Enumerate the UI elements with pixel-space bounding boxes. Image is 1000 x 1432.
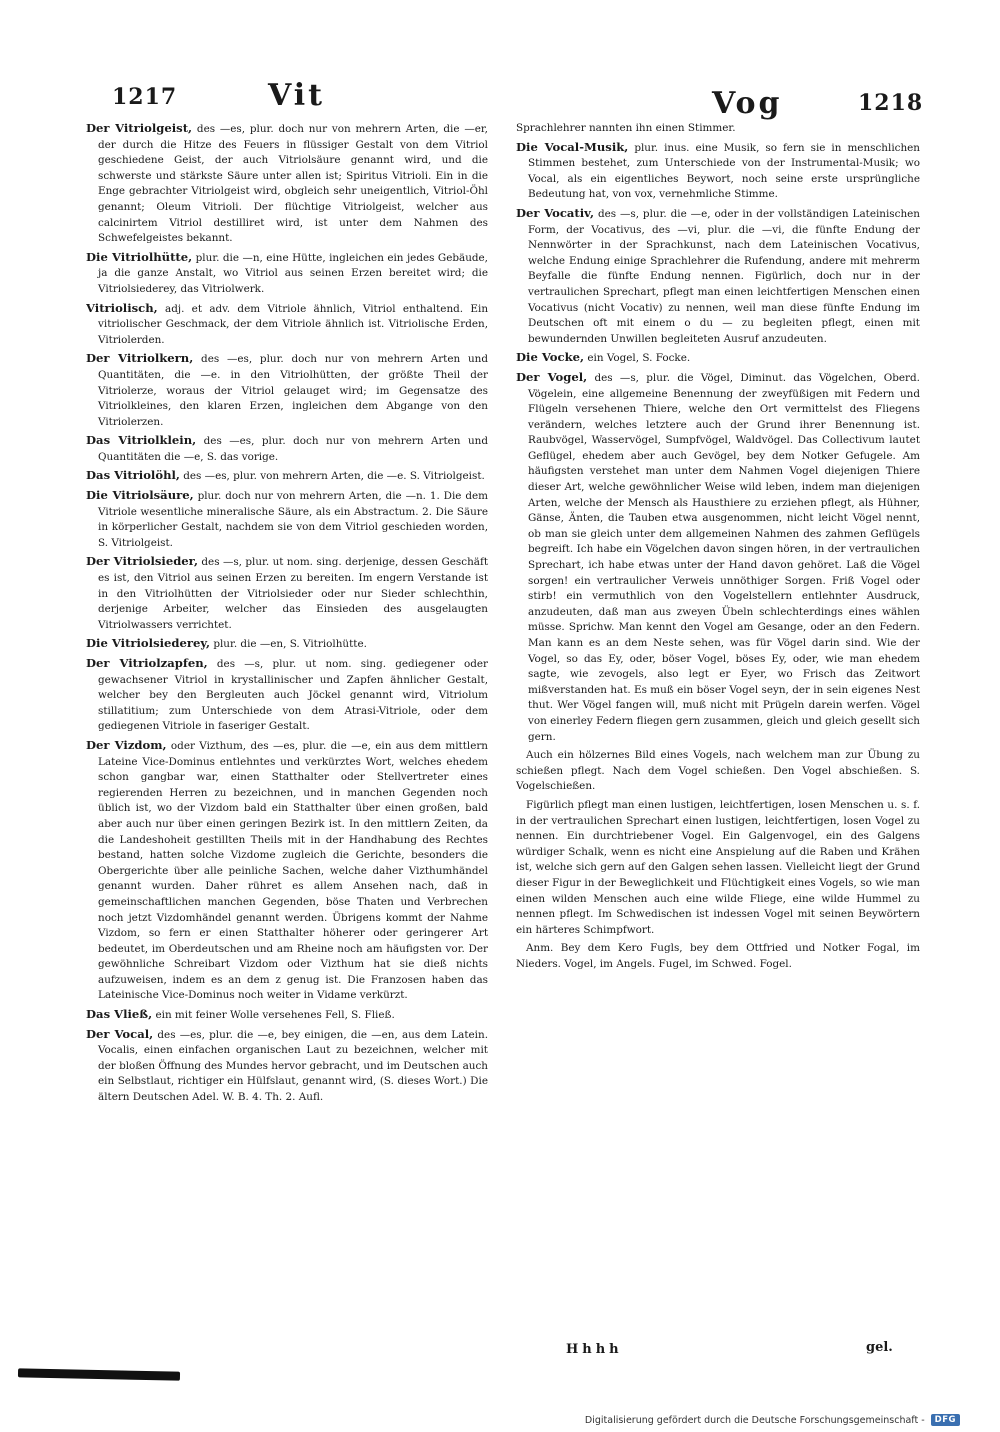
dictionary-entry: [516, 140, 920, 203]
entry-body: des —es, plur. die —e, bey einigen, die —en, aus dem Latein. Vocalis, einen einfachen organischen Laut zu bezeichnen, welcher mit der bloßen Öffnung des Mundes hervor gebracht, und im Deutschen auch ein Selbstlaut, richtiger ein Hülfslaut, genannt wird, (S. dieses Wort.) Die ältern Deutschen Adel. W. B. 4. Th. 2. Aufl.: [98, 1028, 488, 1104]
dictionary-entry: [86, 488, 488, 551]
entry-headword: Das Vitriolöhl,: [86, 468, 180, 483]
entry-body: oder Vizthum, des —es, plur. die —e, ein aus dem mittlern Lateine Vice-Dominus entlehntes und verkürztes Wort, welches ehedem schon gangbar war, einen Statthalter oder Stellvertreter eines regierenden Herren zu bezeichnen, und in manchen Gegenden noch üblich ist, wo der Vizdom bald ein Statthalter über einen großen, bald aber auch nur über einen geringen Bezirk ist. In den mittlern Zeiten, da die Landeshoheit gestillten Theils mit in der Handhabung des Rechtes bestand, hatten solche Vizdome zugleich die Gerichte, besonders die Obergerichte über alle peinliche Sachen, welche daher Vizthumhändel genannt wurden. Daher rühret es allem Ansehen nach, daß in gemeinschaftlichen manchen Gegenden, böse Thaten und Verbrechen noch jetzt Vizdomhändel genannt werden. Übrigens kommt der Nahme Vizdom, so fern er einen Statthalter höherer oder geringerer Art bedeutet, im Oberdeutschen und am Rheine noch am häufigsten vor. Der gewöhnliche Schreibart Vizdom oder Vizthum hat sie dieß nichts aufzuweisen, indem es an dem z genug ist. Die Franzosen haben das Lateinische Vice-Dominus noch weiter in Vidame verkürzt.: [98, 739, 488, 1002]
entry-body: des —s, plur. ut nom. sing. derjenige, dessen Geschäft es ist, den Vitriol aus seinen Erzen zu bereiten. Im engern Verstande ist in den Vitriolhütten der Vitriolsieder oder nur Sieder schlechthin, derjenige Arbeiter, welcher das Einsieden des ausgelaugten Vitriolwassers verrichtet.: [98, 556, 488, 631]
entry-body: plur. inus. eine Musik, so fern sie in menschlichen Stimmen bestehet, zum Unterschiede von der Instrumental-Musik; wo Vocal, als ein eigentliches Beywort, noch seine erste ursprüngliche Bedeutung hat, von vox, vernehmliche Stimme.: [528, 141, 920, 201]
entry-headword: Der Vocal,: [86, 1026, 154, 1041]
entry-body: ein mit feiner Wolle versehenes Fell, S. Fließ.: [155, 1009, 395, 1022]
dfg-logo-icon: DFG: [931, 1414, 960, 1426]
entry-body: des —es, plur. von mehrern Arten, die —e. S. Vitriolgeist.: [183, 470, 485, 483]
entry-headword: Das Vließ,: [86, 1007, 153, 1022]
entry-body: plur. doch nur von mehrern Arten, die —n. 1. Die dem Vitriole wesentliche mineralische Säure, als ein Abstractum. 2. Die Säure in körperlicher Gestalt, nachdem sie von dem Vitriol geschieden worden, S. Vitriolgeist.: [98, 490, 488, 549]
dictionary-entry: [86, 351, 488, 430]
entry-headword: Der Vitriolgeist,: [86, 121, 193, 135]
entry-body: des —s, plur. die —e, oder in der vollständigen Lateinischen Form, der Vocativus, des —vi, plur. die —vi, die fünfte Endung der Nennwörter in der Sprachkunst, nach dem Lateinischen Vocativus, welche Endung einige Sprachlehrer die Rufendung, andere mit mehrerm Beyfalle die fünfte Endung nennen. Figürlich, doch nur in der vertraulichen Sprechart, pflegt man einen leichtfertigen Menschen einen Vocativus (nicht Vocativ) zu nennen, weil man diese fünfte Endung im Deutschen oft mit einem o du — zu begleiten pflegt, einen mit bewundernden Unwillen begleiteten Ausruf anzudeuten.: [528, 207, 920, 345]
dictionary-entry: [516, 121, 920, 137]
entry-headword: Der Vizdom,: [86, 737, 167, 752]
entry-body: des —s, plur. die Vögel, Diminut. das Vögelchen, Oberd. Vögelein, eine allgemeine Benennung der zweyfüßigen mit Federn und Flügeln versehenen Thiere, welche den Ort vermittelst des Fliegens verändern, welches letztere auch der Grund ihrer Benennung ist. Raubvögel, Wasservögel, Sumpfvögel, Waldvögel. Das Collectivum lautet Geflügel, ehedem aber auch Gevögel, bey dem Notker Gefugele. Am häufigsten verstehet man unter dem Nahmen Vogel diejenigen Thiere dieser Art, welche gewöhnlicher Weise wild leben, indem man diejenigen Arten, welche der Mensch als Hausthiere zu erziehen pflegt, als Hühner, Gänse, Änten, die Tauben etwa ausgenommen, nicht leicht Vögel nennt, ob man sie gleich unter dem allgemeinen Nahmen des zahmen Geflügels begreift. Ich habe ein Vögelchen davon singen hören, in der vertraulichen Sprechart, ich habe etwas unter der Hand davon gehöret. Laß die Vögel sorgen! ein vertraulicher Verweis unnöthiger Sorgen. Friß Vogel oder stirb! ein vermuthlich von den Vogelstellern entlehnter Ausdruck, anzudeuten, daß man aus zweyen Übeln schlechterdings eines wählen müsse. Sprichw. Man kennt den Vogel am Gesange, oder an den Federn. Man kann es an dem Neste sehen, was für Vögel darin sind. Wie der Vogel, so das Ey, oder, böser Vogel, böses Ey, oder, wie man ehedem sagte, wie zevogels, also legt er Eyer, wo Frisch das Zeitwort mißverstanden hat. Es muß ein böser Vogel seyn, der in sein eigenes Nest thut. Wer Vögel fangen will, muß nicht mit Prügeln darein werfen. Vögel von einerley Federn fliegen gern zusammen, gleich und gleich gesellt sich gern.: [528, 371, 920, 743]
dictionary-entry: [516, 350, 920, 367]
left-column: [86, 121, 488, 1349]
footer-text: Digitalisierung gefördert durch die Deutsche Forschungsgemeinschaft -: [584, 1414, 925, 1426]
entry-body: Sprachlehrer nannten ihn einen Stimmer.: [516, 122, 736, 134]
entry-body: Auch ein hölzernes Bild eines Vogels, nach welchem man zur Übung zu schießen pflegt. Nach dem Vogel schießen. Den Vogel abschießen. S. Vogelschießen.: [516, 749, 920, 793]
dictionary-entry: [86, 554, 488, 633]
entry-headword: Das Vitriolklein,: [86, 433, 197, 448]
dictionary-entry: [86, 121, 488, 247]
entry-headword: Der Vitriolkern,: [86, 351, 194, 366]
dictionary-entry: [86, 1027, 488, 1106]
dictionary-entry: [86, 468, 488, 485]
entry-body: des —es, plur. doch nur von mehrern Arten und Quantitäten, die —e. in den Vitriolhütten, der größte Theil der Vitriolerze, woraus der Vitriol gelauget wird; im Gegensatze des Vitriolkleines, den klaren Erzen, ingleichen dem Abgange von den Vitriolerzen.: [98, 353, 488, 428]
dictionary-entry: [516, 206, 920, 347]
dictionary-entry: [516, 748, 920, 795]
entry-headword: Die Vocke,: [516, 350, 585, 365]
entry-headword: Vitriolisch,: [86, 300, 158, 315]
dictionary-entry: [86, 636, 488, 653]
catchword-tail: gel.: [866, 1340, 893, 1355]
entry-body: des —es, plur. doch nur von mehrern Arten, die —er, der durch die Hitze des Feuers in flüssiger Gestalt von dem Vitriol geschiedene Geist, der auch Vitriolsäure genannt wird, und die schwerste und stärkste Säure unter allen ist; Spiritus Vitrioli. Ein in die Enge gebrachter Vitriolgeist wird, obgleich sehr uneigentlich, Vitriol-Öhl genannt; Oleum Vitrioli. Der flüchtige Vitriolgeist, welcher aus calcinirtem Vitriol destilliret wird, ist unter dem Nahmen des Schwefelgeistes bekannt.: [98, 123, 488, 245]
dictionary-entry: [86, 301, 488, 349]
right-column: [516, 121, 920, 1349]
entry-body: plur. die —en, S. Vitriolhütte.: [213, 638, 367, 651]
entry-body: des —es, plur. doch nur von mehrern Arten und Quantitäten die —e, S. das vorige.: [98, 435, 488, 463]
left-page-number: 1217: [112, 84, 178, 110]
entry-headword: Der Vogel,: [516, 369, 588, 384]
entry-body: adj. et adv. dem Vitriole ähnlich, Vitriol enthaltend. Ein vitriolischer Geschmack, der dem Vitriole ähnlich ist. Vitriolische Erden, Vitriolerden.: [98, 302, 488, 346]
entry-headword: Die Vocal-Musik,: [516, 139, 629, 154]
entry-body: plur. die —n, eine Hütte, ingleichen ein jedes Gebäude, ja die ganze Anstalt, wo Vitriol aus seinen Erzen bereitet wird; die Vitriolsiederey, das Vitriolwerk.: [98, 251, 488, 295]
right-catchword: Vog: [712, 86, 783, 121]
dictionary-entry: [516, 941, 920, 972]
dictionary-entry: [516, 798, 920, 938]
entry-headword: Der Vitriolzapfen,: [86, 656, 208, 670]
digitization-footer: [585, 1414, 960, 1426]
entry-headword: Die Vitriolsäure,: [86, 488, 194, 503]
left-catchword: Vit: [268, 78, 326, 113]
scan-edge-rule: [18, 1368, 180, 1380]
right-page-number: 1218: [858, 90, 924, 116]
dictionary-entry: [86, 738, 488, 1004]
entry-body: Anm. Bey dem Kero Fugls, bey dem Ottfried und Notker Fogal, im Nieders. Vogel, im Angels. Fugel, im Schwed. Fogel.: [516, 942, 920, 970]
entry-headword: Der Vitriolsieder,: [86, 554, 198, 569]
entry-headword: Die Vitriolsiederey,: [86, 636, 211, 651]
entry-body: Figürlich pflegt man einen lustigen, leichtfertigen, losen Menschen u. s. f. in der vertraulichen Sprechart einen lustigen, leichtfertigen, losen Vogel zu nennen. Ein durchtriebener Vogel. Ein Galgenvogel, ein des Galgens würdiger Schalk, wenn es nicht eine Anspielung auf die Raben und Krähen ist, welche sich gern auf den Galgen sehen lassen. Vielleicht liegt der Grund dieser Figur in der Beweglichkeit und Flüchtigkeit eines Vogels, so wie man einen wilden Menschen auch eine wilde Fliege, eine wilde Hummel zu nennen pflegt. Im Schwedischen ist indessen Vogel mit seinen Beywörtern ein härteres Schimpfwort.: [516, 798, 920, 936]
dictionary-entry: [86, 433, 488, 465]
entry-body: des —s, plur. ut nom. sing. gediegener oder gewachsener Vitriol in krystallinischer und Zapfen ähnlicher Gestalt, welcher bey den Bergleuten auch Jöckel genannt wird, Vitriolum stillatitium; zum Unterschiede von dem Atrasi-Vitriole, oder dem gediegenen Vitriole in faseriger Gestalt.: [98, 658, 488, 733]
dictionary-entry: [86, 656, 488, 735]
signature-mark: Hhhh: [566, 1342, 623, 1357]
dictionary-entry: [86, 1007, 488, 1024]
entry-body: ein Vogel, S. Focke.: [587, 352, 691, 365]
dictionary-entry: [516, 370, 920, 745]
entry-headword: Der Vocativ,: [516, 205, 595, 220]
dictionary-entry: [86, 250, 488, 298]
entry-headword: Die Vitriolhütte,: [86, 249, 193, 264]
